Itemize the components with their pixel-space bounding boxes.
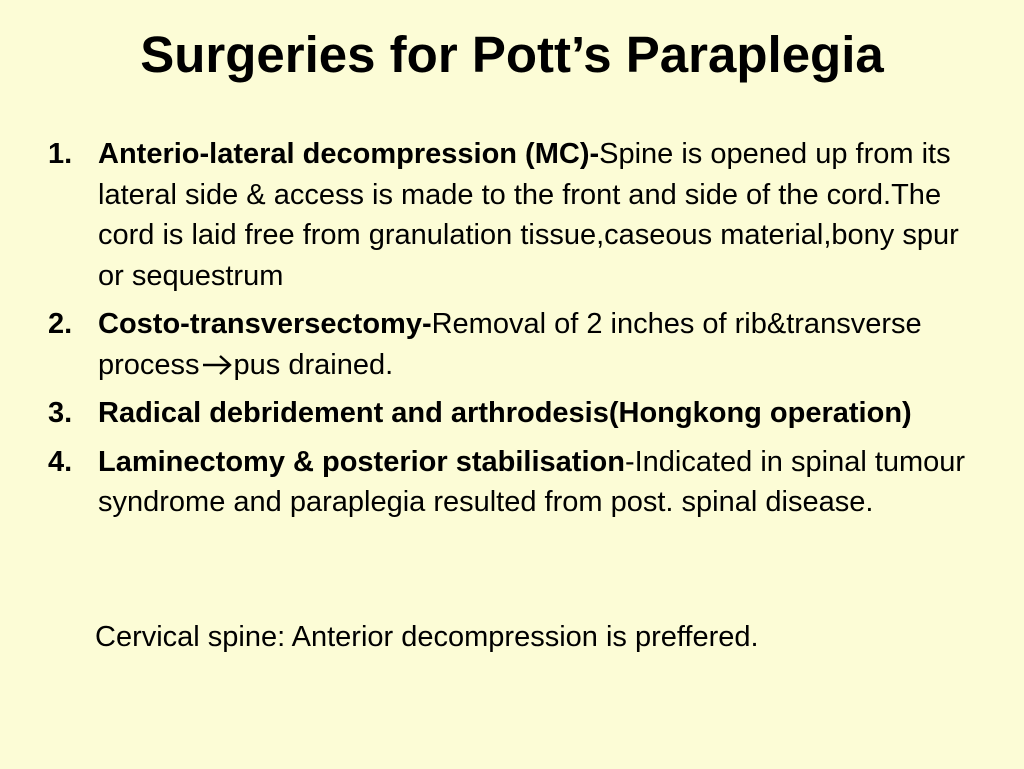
item-heading: Anterio-lateral decompression (MC)-: [98, 138, 600, 170]
item-text-before-arrow: Removal of 2 inches of rib&transverse process: [98, 308, 922, 381]
list-item-1: [48, 134, 968, 296]
right-arrow-icon: [201, 354, 233, 376]
item-number: 4.: [48, 445, 73, 478]
item-text: -Indicated in spinal tumour syndrome and paraplegia resulted from post. spinal disease.: [98, 445, 966, 518]
item-text-after-arrow: pus drained.: [233, 348, 394, 381]
list-item-4: [48, 442, 968, 523]
list-item-2: [48, 304, 968, 385]
item-heading: Laminectomy & posterior stabilisation: [98, 445, 625, 478]
item-number: 2.: [48, 308, 73, 340]
item-heading: Radical debridement and arthrodesis(Hongkong operation): [98, 397, 912, 429]
slide-title: Surgeries for Pott’s Paraplegia: [140, 26, 884, 83]
item-heading: Costo-transversectomy-: [98, 308, 432, 340]
item-number: 3.: [48, 397, 73, 429]
item-number: 1.: [48, 138, 73, 170]
cervical-spine-note: Cervical spine: Anterior decompression is preffered.: [95, 621, 759, 653]
item-text: Spine is opened up from its lateral side & access is made to the front and side of the cord.The cord is laid free from granulation tissue,caseous material,bony spur or sequestrum: [98, 138, 959, 292]
list-item-3: [48, 393, 968, 434]
surgery-list: [48, 134, 968, 531]
